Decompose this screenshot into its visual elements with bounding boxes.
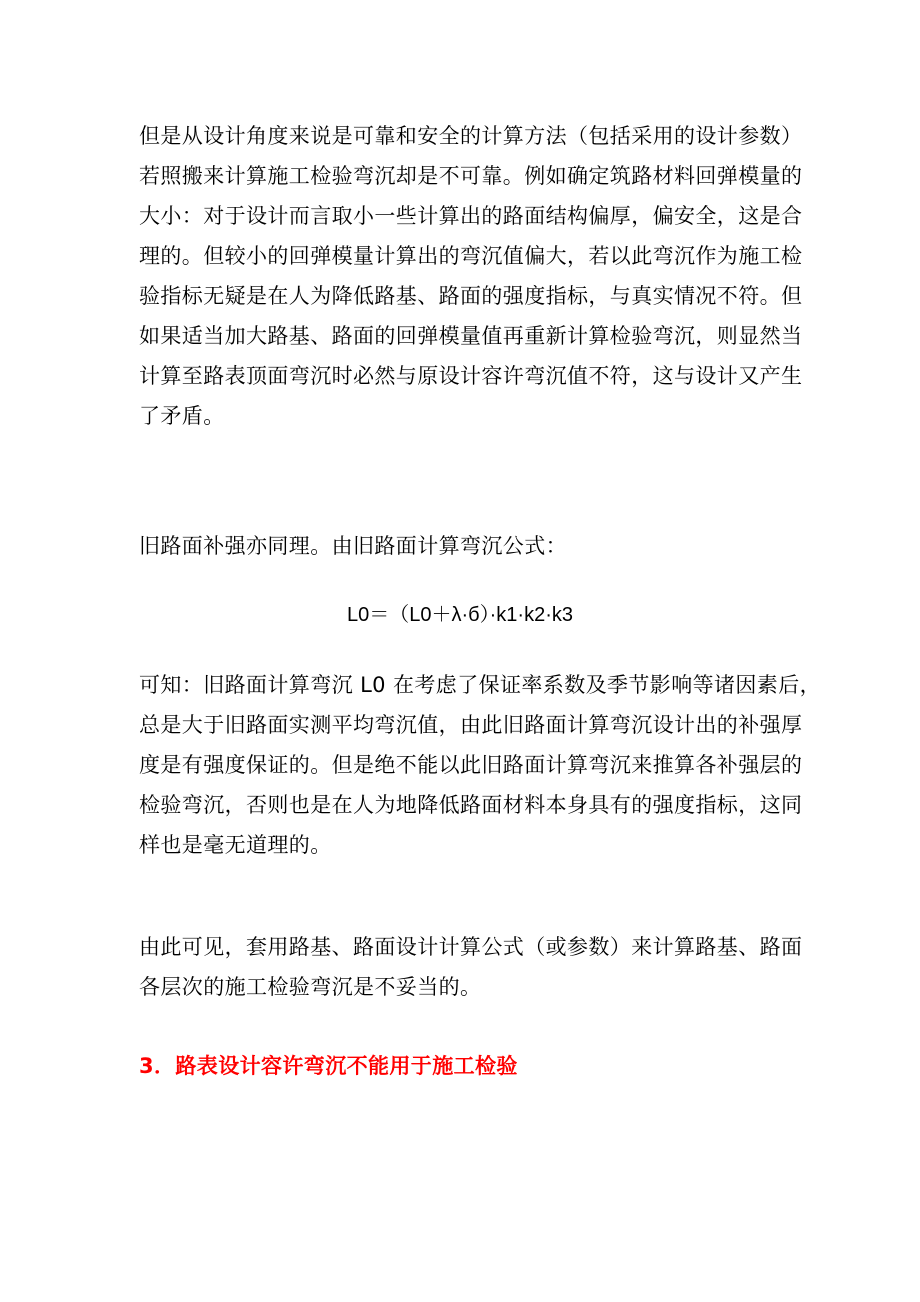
text-line: 旧路面补强亦同理。由旧路面计算弯沉公式：: [139, 534, 567, 558]
text-line: 可知：旧路面计算弯沉 L0 在考虑了保证率系数及季节影响等诸因素后，: [139, 673, 822, 697]
text-line: 若照搬来计算施工检验弯沉却是不可靠。例如确定筑路材料回弹模量的: [139, 164, 803, 188]
text-line: 计算至路表顶面弯沉时必然与原设计容许弯沉值不符，这与设计又产生: [139, 364, 803, 388]
text-line: 样也是毫无道理的。: [139, 833, 332, 857]
paragraph-old-pavement-intro: [139, 526, 819, 566]
text-line: 但是从设计角度来说是可靠和安全的计算方法（包括采用的设计参数）: [139, 124, 803, 148]
text-line: 理的。但较小的回弹模量计算出的弯沉值偏大，若以此弯沉作为施工检: [139, 244, 803, 268]
paragraph-old-pavement-deflection: [139, 665, 822, 865]
deflection-formula: L0＝（L0＋λ·б）·k1·k2·k3: [347, 604, 573, 626]
section-heading: 3．路表设计容许弯沉不能用于施工检验: [139, 1054, 518, 1078]
text-line: 总是大于旧路面实测平均弯沉值，由此旧路面计算弯沉设计出的补强厚: [139, 713, 803, 737]
text-line: 由此可见，套用路基、路面设计计算公式（或参数）来计算路基、路面: [139, 935, 803, 959]
text-line: 度是有强度保证的。但是绝不能以此旧路面计算弯沉来推算各补强层的: [139, 753, 803, 777]
text-line: 如果适当加大路基、路面的回弹模量值再重新计算检验弯沉，则显然当: [139, 324, 803, 348]
text-line: 检验弯沉，否则也是在人为地降低路面材料本身具有的强度指标，这同: [139, 793, 803, 817]
paragraph-design-vs-construction: [139, 116, 819, 436]
text-line: 验指标无疑是在人为降低路基、路面的强度指标，与真实情况不符。但: [139, 284, 803, 308]
text-line: 了矛盾。: [139, 404, 225, 428]
paragraph-conclusion: [139, 927, 819, 1007]
text-line: 大小：对于设计而言取小一些计算出的路面结构偏厚，偏安全，这是合: [139, 204, 803, 228]
text-line: 各层次的施工检验弯沉是不妥当的。: [139, 975, 482, 999]
